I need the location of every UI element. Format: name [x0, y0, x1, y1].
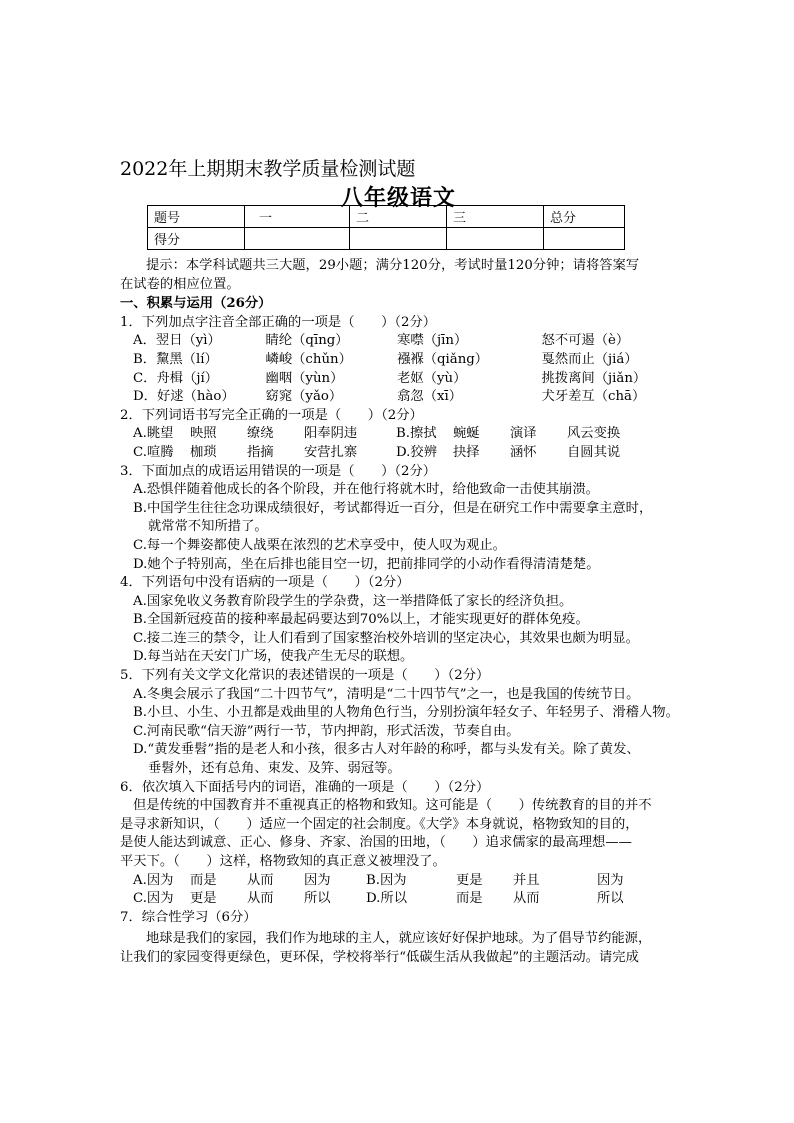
- exam-body: [120, 257, 680, 968]
- option-word: D.狡辨: [396, 444, 438, 460]
- score-cell: 总分: [544, 206, 625, 228]
- passage-line: 平天下。（ ）这样，格物致知的真正意义被埋没了。: [120, 854, 446, 869]
- passage-line: 是寻求新知识，（ ）适应一个固定的社会制度。《大学》本身就说，格物致知的目的，: [120, 816, 639, 832]
- option: 翕忽（xī）: [397, 389, 463, 405]
- option-line: D.每当站在天安门广场，使我产生无尽的联想。: [133, 649, 414, 665]
- score-table-score-row: [148, 228, 625, 250]
- question-stem: 1．下列加点字注音全部正确的一项是（ ）（2分）: [120, 314, 437, 330]
- option-line: D.“黄发垂髫”指的是老人和小孩，很多古人对年龄的称呼，都与头发有关。除了黄发、: [133, 742, 640, 758]
- passage-line: 让我们的家园变得更绿色，更环保，学校将举行“低碳生活从我做起”的主题活动。请完成: [120, 949, 639, 965]
- option-word: 涵怀: [510, 444, 537, 460]
- option-row: [120, 351, 680, 370]
- exam-subtitle: 八年级语文: [341, 185, 457, 211]
- option-word: 自圆其说: [567, 444, 621, 460]
- score-table: [147, 205, 625, 250]
- option-word: C.因为: [133, 891, 174, 907]
- option-word: C.喧腾: [133, 444, 174, 460]
- option-word: 从而: [247, 891, 274, 907]
- score-input-cell[interactable]: [544, 228, 625, 250]
- option-word: 缭绕: [247, 426, 274, 442]
- option-word: 演译: [510, 426, 537, 442]
- option-word: 抉择: [453, 444, 480, 460]
- option-row: [120, 890, 680, 909]
- option-row: [120, 444, 680, 463]
- option: 戛然而止（jiá）: [541, 351, 638, 367]
- passage-line: 是使人能达到诚意、正心、修身、齐家、治国的田地，（ ）追求儒家的最高理想——: [120, 835, 632, 851]
- question-stem: 7．综合性学习（6分）: [120, 909, 257, 925]
- option-row: [120, 425, 680, 444]
- passage-line: 但是传统的中国教育并不重视真正的格物和致知。这可能是（ ）传统教育的目的并不: [133, 798, 652, 814]
- option: 幽咽（yùn）: [265, 370, 344, 386]
- exam-title: 2022年上期期末教学质量检测试题: [120, 158, 416, 180]
- option: 寒噤（jīn）: [397, 333, 468, 349]
- option-word: 阳奉阴违: [304, 426, 358, 442]
- option-word: 安营扎寨: [304, 444, 358, 460]
- score-table-header-row: [148, 206, 625, 228]
- option-word: B.因为: [366, 872, 407, 888]
- option-word: 因为: [304, 872, 331, 888]
- option-word: 蜿蜒: [453, 426, 480, 442]
- option: B．黧黑（lí）: [133, 351, 218, 367]
- option: D．好逑（hào）: [133, 389, 235, 405]
- option-word: D.所以: [366, 891, 408, 907]
- option-row: [120, 332, 680, 351]
- option-row: [120, 370, 680, 389]
- passage-line: 地球是我们的家园，我们作为地球的主人，就应该好好保护地球。为了倡导节约能源，: [146, 931, 652, 947]
- option: C．舟楫（jí）: [133, 370, 219, 386]
- option-word: 风云变换: [567, 426, 621, 442]
- score-input-cell[interactable]: [245, 228, 350, 250]
- option-word: 枷琐: [190, 444, 217, 460]
- option-word: 映照: [190, 426, 217, 442]
- notice-line: 提示：本学科试题共三大题，29小题；满分120分，考试时量120分钟；请将答案写: [146, 258, 640, 273]
- question-stem: 2．下列词语书写完全正确的一项是（ ）（2分）: [120, 407, 423, 423]
- option: A．翌日（yì）: [133, 333, 221, 349]
- score-cell: 二: [350, 206, 447, 228]
- option-row: [120, 388, 680, 407]
- option: 老妪（yù）: [397, 370, 467, 386]
- option-word: 而是: [456, 891, 483, 907]
- option-line: C.每一个舞姿都使人战栗在浓烈的艺术享受中，使人叹为观止。: [133, 537, 506, 553]
- score-cell: 得分: [148, 228, 245, 250]
- option-word: B.擦拭: [396, 426, 437, 442]
- score-cell: 题号: [148, 206, 245, 228]
- question-stem: 6．依次填入下面括号内的词语，准确的一项是（ ）（2分）: [120, 779, 490, 795]
- score-input-cell[interactable]: [447, 228, 544, 250]
- option-line: A.冬奥会展示了我国“二十四节气”，清明是“二十四节气”之一，也是我国的传统节日。: [133, 686, 640, 702]
- option: 怒不可遏（è）: [541, 333, 630, 349]
- score-input-cell[interactable]: [350, 228, 447, 250]
- option-word: 更是: [456, 872, 483, 888]
- option-word: 所以: [597, 891, 624, 907]
- option: 襁褓（qiǎng）: [397, 351, 489, 367]
- option-line: 垂髫外，还有总角、束发、及笄、弱冠等。: [148, 761, 401, 777]
- option-word: 指摘: [247, 444, 274, 460]
- option: 嶙峻（chǔn）: [265, 351, 352, 367]
- option-word: 从而: [247, 872, 274, 888]
- score-cell: 三: [447, 206, 544, 228]
- option-line: D.她个子特别高，坐在后排也能目空一切，把前排同学的小动作看得清清楚楚。: [133, 556, 600, 572]
- option-word: A.因为: [133, 872, 174, 888]
- option-line: B.全国新冠疫苗的接种率最起码要达到70%以上，才能实现更好的群体免疫。: [133, 612, 589, 628]
- question-stem: 3．下面加点的成语运用错误的一项是（ ）（2分）: [120, 463, 437, 479]
- option-row: [120, 872, 680, 891]
- option-word: 更是: [190, 891, 217, 907]
- option-line: C.河南民歌“信天游”两行一节，节内押韵，形式活泼，节奏自由。: [133, 723, 520, 739]
- option-word: 因为: [597, 872, 624, 888]
- option-line: C.接二连三的禁令，让人们看到了国家整治校外培训的坚定决心，其效果也颇为明显。: [133, 630, 639, 646]
- option-word: 从而: [513, 891, 540, 907]
- option-line: A.恐惧伴随着他成长的各个阶段，并在他行将就木时，给他致命一击使其崩溃。: [133, 482, 599, 498]
- section-title: 一、积累与运用（26分）: [120, 296, 272, 312]
- option-line: B.小旦、小生、小丑都是戏曲里的人物角色行当，分别扮演年轻女子、年轻男子、滑稽人物。: [133, 705, 679, 721]
- option: 犬牙差互（chā）: [541, 389, 646, 405]
- option-line: 就常常不知所措了。: [148, 519, 268, 535]
- option: 窈窕（yǎo）: [265, 389, 343, 405]
- option-word: 并且: [513, 872, 540, 888]
- option-word: 所以: [304, 891, 331, 907]
- option-line: B.中国学生往往念功课成绩很好，考试都得近一百分，但是在研究工作中需要拿主意时，: [133, 500, 653, 516]
- option-line: A.国家免收义务教育阶段学生的学杂费，这一举措降低了家长的经济负担。: [133, 593, 573, 609]
- option-word: 而是: [190, 872, 217, 888]
- option: 挑拨离间（jiǎn）: [541, 370, 647, 386]
- question-stem: 5．下列有关文学文化常识的表述错误的一项是（ ）（2分）: [120, 668, 490, 684]
- option-word: A.眺望: [133, 426, 174, 442]
- question-stem: 4．下列语句中没有语病的一项是（ ）（2分）: [120, 575, 410, 591]
- notice-line: 在试卷的相应位置。: [120, 276, 240, 292]
- option: 睛纶（qīng）: [265, 333, 349, 349]
- score-cell: 一: [245, 206, 350, 228]
